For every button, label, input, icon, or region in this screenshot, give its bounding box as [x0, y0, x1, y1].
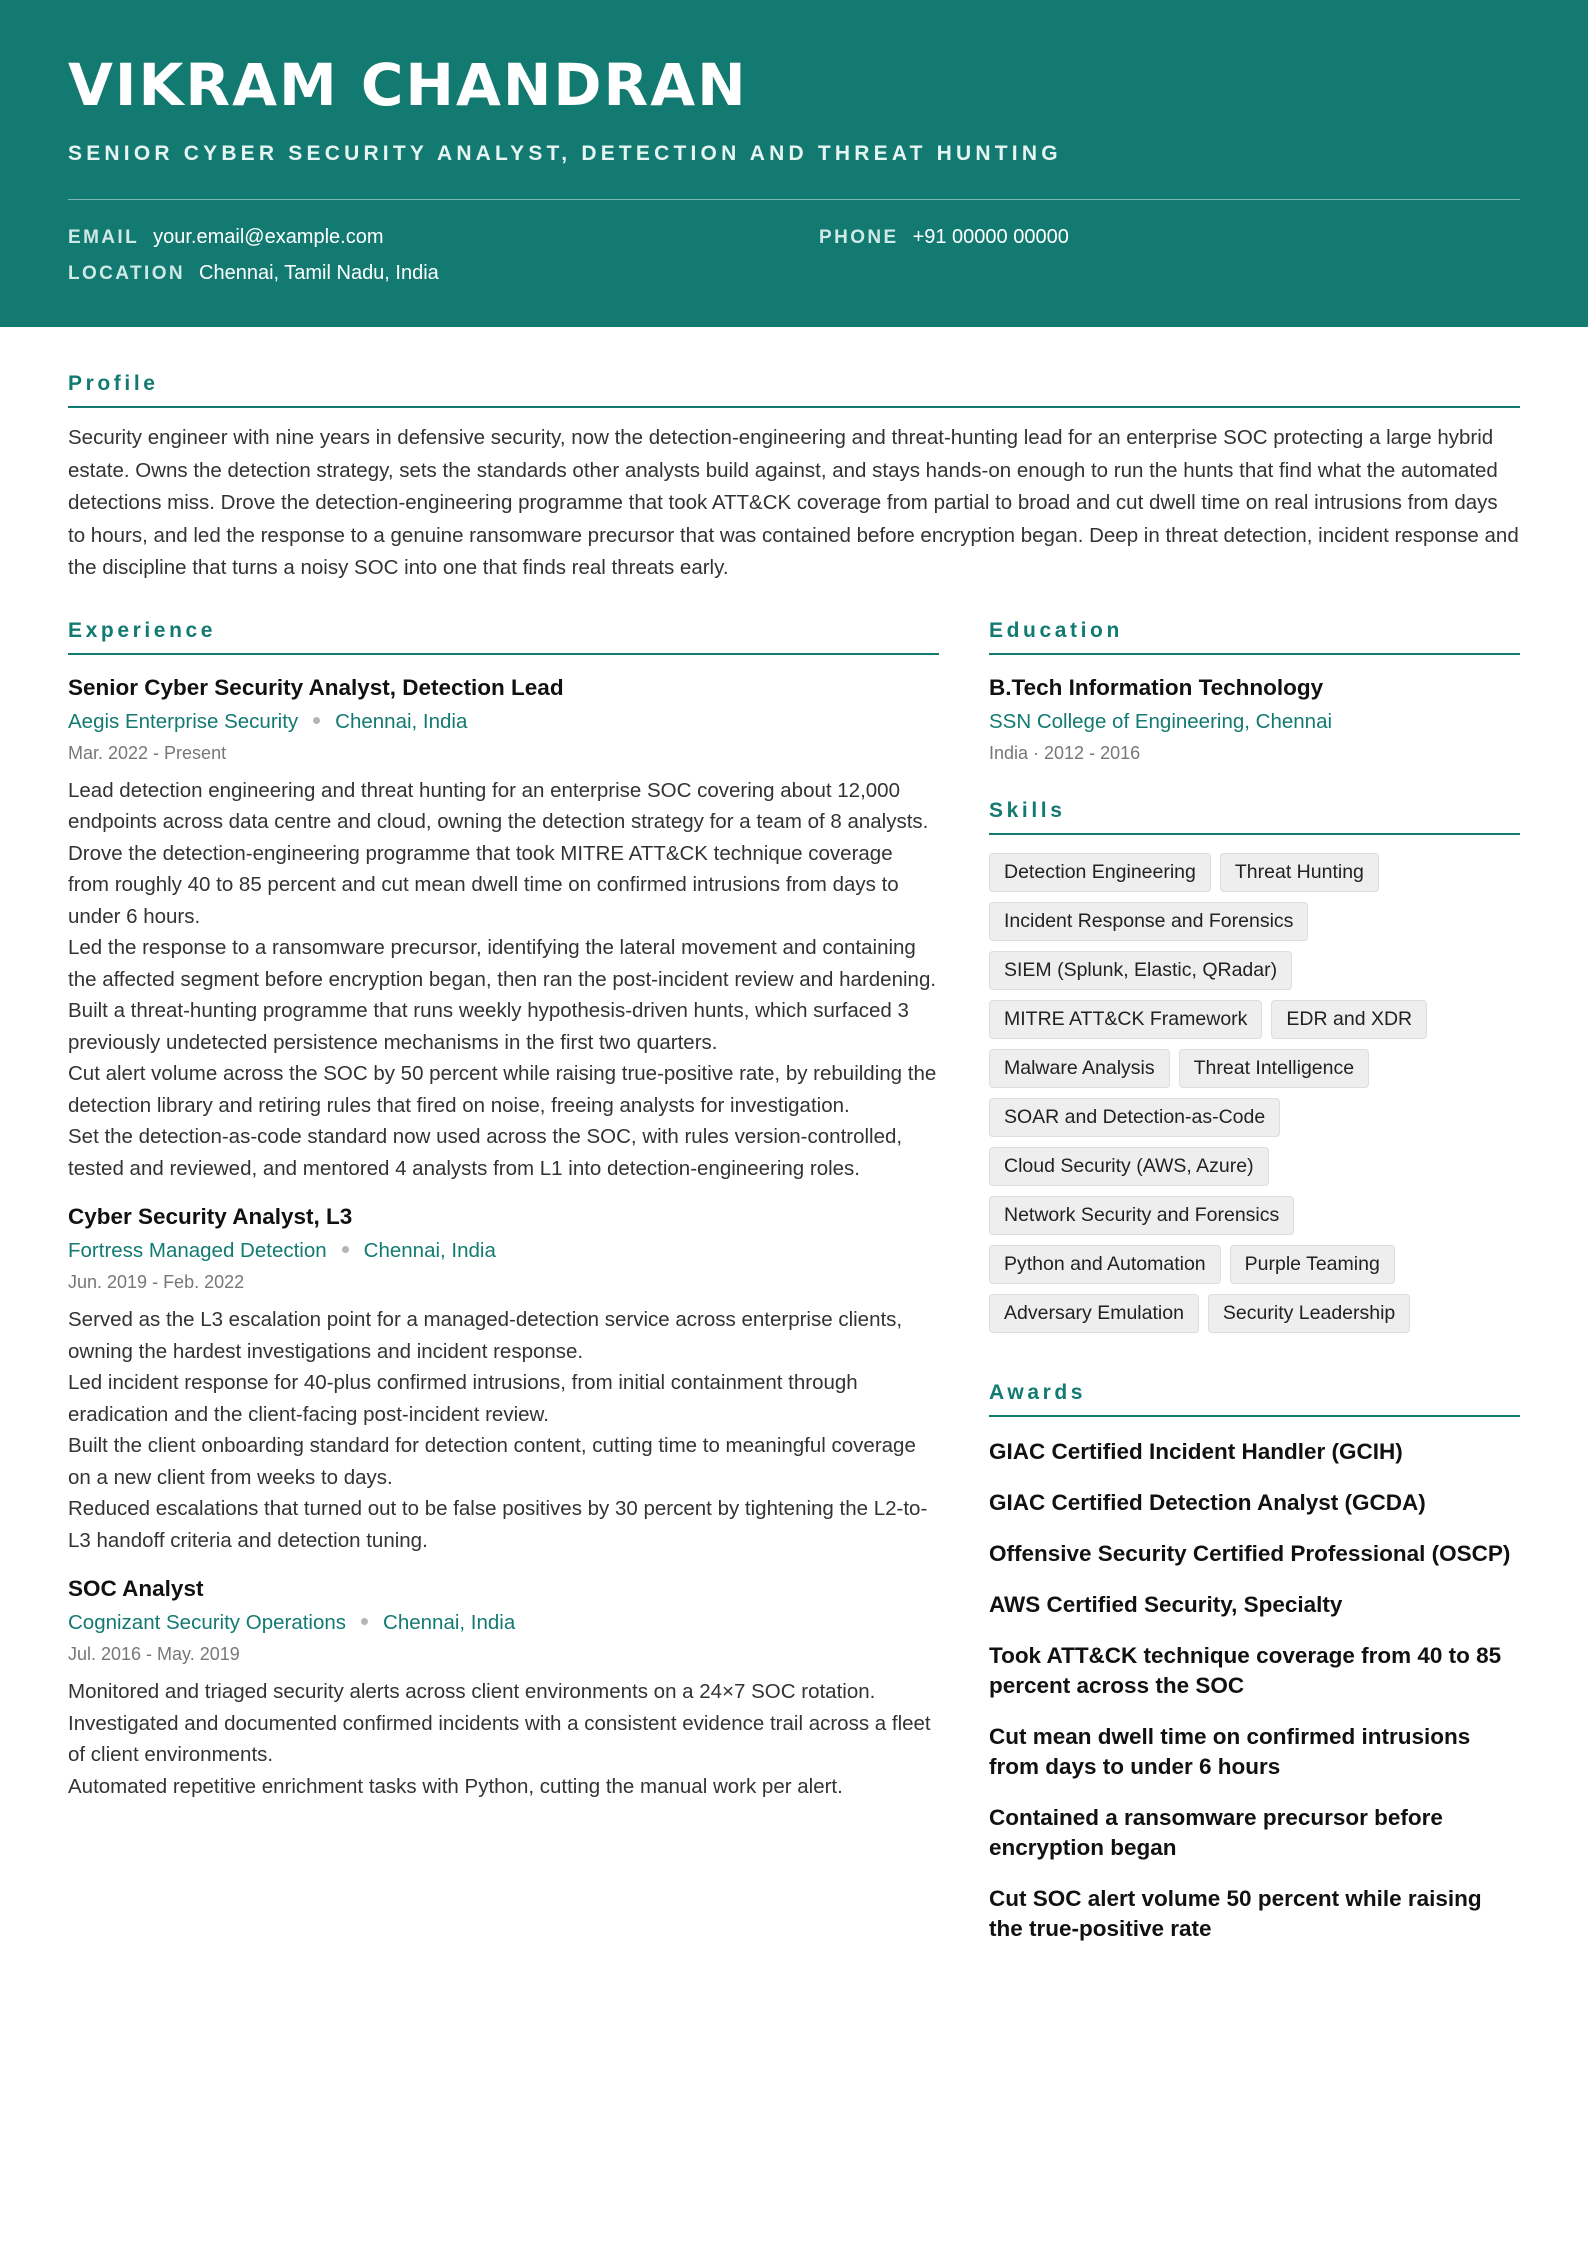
phone-label: PHONE [819, 227, 899, 248]
contact-email [68, 226, 384, 249]
job-bullet: Led the response to a ransomware precursor, identifying the lateral movement and containing the affected segment before encryption began, then ran the post-incident review and hardening. [68, 936, 937, 991]
awards-list [989, 1437, 1520, 1944]
skills-list [989, 853, 1520, 1343]
job-bullet: Reduced escalations that turned out to be false positives by 30 percent by tightening the L2-to-L3 handoff criteria and detection tuning. [68, 1497, 928, 1552]
contact-info [68, 226, 1520, 306]
award-item: Took ATT&CK technique coverage from 40 to 85 percent across the SOC [989, 1642, 1502, 1698]
job-bullet: Drove the detection-engineering programme that took MITRE ATT&CK technique coverage from roughly 40 to 85 percent and cut mean dwell time on confirmed intrusions from days to under 6 hours. [68, 841, 899, 928]
award-item: GIAC Certified Incident Handler (GCIH) [989, 1438, 1403, 1464]
education-entry [989, 675, 1520, 764]
email-label: EMAIL [68, 227, 140, 248]
job-bullet: Built a threat-hunting programme that runs weekly hypothesis-driven hunts, which surfaced 3 previously undetected persistence mechanisms in the first two quarters. [68, 999, 909, 1054]
job-bullet: Automated repetitive enrichment tasks with Python, cutting the manual work per alert. [68, 1774, 843, 1798]
job-dates: Jul. 2016 - May. 2019 [68, 1644, 240, 1664]
job-org [68, 1239, 939, 1263]
skills-heading: Skills [989, 799, 1520, 835]
job-org [68, 1611, 939, 1635]
job-bullets [68, 1676, 939, 1802]
job-location: Chennai, India [335, 709, 468, 733]
separator-dot-icon [361, 1618, 368, 1625]
job-company: Aegis Enterprise Security [68, 709, 299, 733]
job-bullet: Investigated and documented confirmed incidents with a consistent evidence trail across a fleet of client environments. [68, 1711, 931, 1766]
candidate-name: VIKRAM CHANDRAN [68, 51, 748, 119]
contact-phone [819, 226, 1069, 249]
resume-header [0, 0, 1588, 327]
phone-value[interactable]: +91 00000 00000 [912, 226, 1069, 248]
skill-tag: Threat Intelligence [1179, 1049, 1369, 1088]
two-column-layout [68, 619, 1520, 1965]
awards-section [989, 1381, 1520, 1944]
award-item: GIAC Certified Detection Analyst (GCDA) [989, 1489, 1426, 1515]
skill-tag: SOAR and Detection-as-Code [989, 1098, 1280, 1137]
job-bullet: Set the detection-as-code standard now used across the SOC, with rules version-controlled, tested and reviewed, and mentored 4 analysts from L1 into detection-engineering roles. [68, 1125, 903, 1180]
award-item: AWS Certified Security, Specialty [989, 1591, 1343, 1617]
profile-summary: Security engineer with nine years in defensive security, now the detection-engineering and threat-hunting lead for an enterprise SOC protecting a large hybrid estate. Owns the detection strategy, sets the standards other analysts build against, and stays hands-on enough to run the hunts that find what the automated detections miss. Drove the detection-engineering programme that took ATT&CK coverage from partial to broad and cut dwell time on real intrusions from days to hours, and led the response to a genuine ransomware precursor that was contained before encryption began. Deep in threat detection, incident response and the discipline that turns a noisy SOC into one that finds real threats early. [68, 426, 1519, 579]
left-column [68, 619, 939, 1965]
job-bullet: Served as the L3 escalation point for a managed-detection service across enterprise clients, owning the hardest investigations and incident response. [68, 1308, 903, 1363]
job-company: Cognizant Security Operations [68, 1611, 347, 1634]
email-value[interactable]: your.email@example.com [153, 226, 384, 248]
skill-tag: Malware Analysis [989, 1049, 1170, 1088]
job-title: Senior Cyber Security Analyst, Detection Lead [68, 674, 564, 700]
skill-tag: Incident Response and Forensics [989, 902, 1308, 941]
job-org [68, 710, 939, 734]
job-dates: Mar. 2022 - Present [68, 742, 227, 763]
profile-section [68, 372, 1520, 585]
award-item: Contained a ransomware precursor before encryption began [989, 1804, 1443, 1860]
edu-school: SSN College of Engineering, Chennai [989, 709, 1333, 733]
job-bullets [68, 775, 939, 1185]
awards-heading: Awards [989, 1381, 1520, 1417]
right-column [989, 619, 1520, 1965]
job-entry [68, 675, 939, 1185]
skill-tag: Cloud Security (AWS, Azure) [989, 1147, 1269, 1186]
skill-tag: SIEM (Splunk, Elastic, QRadar) [989, 951, 1292, 990]
skill-tag: Adversary Emulation [989, 1294, 1199, 1333]
job-entry [68, 1204, 939, 1556]
skill-tag: Python and Automation [989, 1245, 1221, 1284]
experience-heading: Experience [68, 619, 939, 655]
profile-heading: Profile [68, 372, 1520, 408]
location-value: Chennai, Tamil Nadu, India [199, 262, 439, 284]
job-location: Chennai, India [383, 1611, 516, 1634]
contact-location [68, 262, 439, 285]
skill-tag: Purple Teaming [1230, 1245, 1395, 1284]
award-item: Cut mean dwell time on confirmed intrusions from days to under 6 hours [989, 1723, 1471, 1779]
job-dates: Jun. 2019 - Feb. 2022 [68, 1272, 245, 1292]
job-bullet: Monitored and triaged security alerts across client environments on a 24×7 SOC rotation. [68, 1680, 876, 1703]
job-bullet: Cut alert volume across the SOC by 50 percent while raising true-positive rate, by rebuilding the detection library and retiring rules that fired on noise, freeing analysts for investigation. [68, 1062, 937, 1117]
resume-body [0, 372, 1588, 1965]
skill-tag: EDR and XDR [1271, 1000, 1427, 1039]
skills-section [989, 799, 1520, 1343]
job-bullets [68, 1304, 939, 1556]
award-item: Cut SOC alert volume 50 percent while raising the true-positive rate [989, 1885, 1482, 1941]
skill-tag: Security Leadership [1208, 1294, 1410, 1333]
education-heading: Education [989, 619, 1520, 655]
location-label: LOCATION [68, 263, 186, 284]
job-company: Fortress Managed Detection [68, 1239, 327, 1262]
separator-dot-icon [313, 717, 320, 724]
job-entry [68, 1576, 939, 1802]
job-bullet: Led incident response for 40-plus confirmed intrusions, from initial containment through eradication and the client-facing post-incident review. [68, 1371, 858, 1426]
header-divider [68, 199, 1520, 200]
edu-meta: India · 2012 - 2016 [989, 742, 1141, 763]
edu-degree: B.Tech Information Technology [989, 674, 1324, 700]
skill-tag: Network Security and Forensics [989, 1196, 1294, 1235]
separator-dot-icon [342, 1246, 349, 1253]
award-item: Offensive Security Certified Professional (OSCP) [989, 1540, 1511, 1566]
skill-tag: MITRE ATT&CK Framework [989, 1000, 1262, 1039]
job-bullet: Built the client onboarding standard for detection content, cutting time to meaningful coverage on a new client from weeks to days. [68, 1434, 916, 1489]
job-location: Chennai, India [363, 1239, 496, 1262]
job-title: SOC Analyst [68, 1576, 204, 1601]
skill-tag: Detection Engineering [989, 853, 1211, 892]
job-bullet: Lead detection engineering and threat hunting for an enterprise SOC covering about 12,000 endpoints across data centre and cloud, owning the detection strategy for a team of 8 analysts. [68, 778, 929, 833]
job-title: Cyber Security Analyst, L3 [68, 1204, 353, 1229]
skill-tag: Threat Hunting [1220, 853, 1379, 892]
candidate-title: SENIOR CYBER SECURITY ANALYST, DETECTION AND THREAT HUNTING [68, 142, 1062, 165]
